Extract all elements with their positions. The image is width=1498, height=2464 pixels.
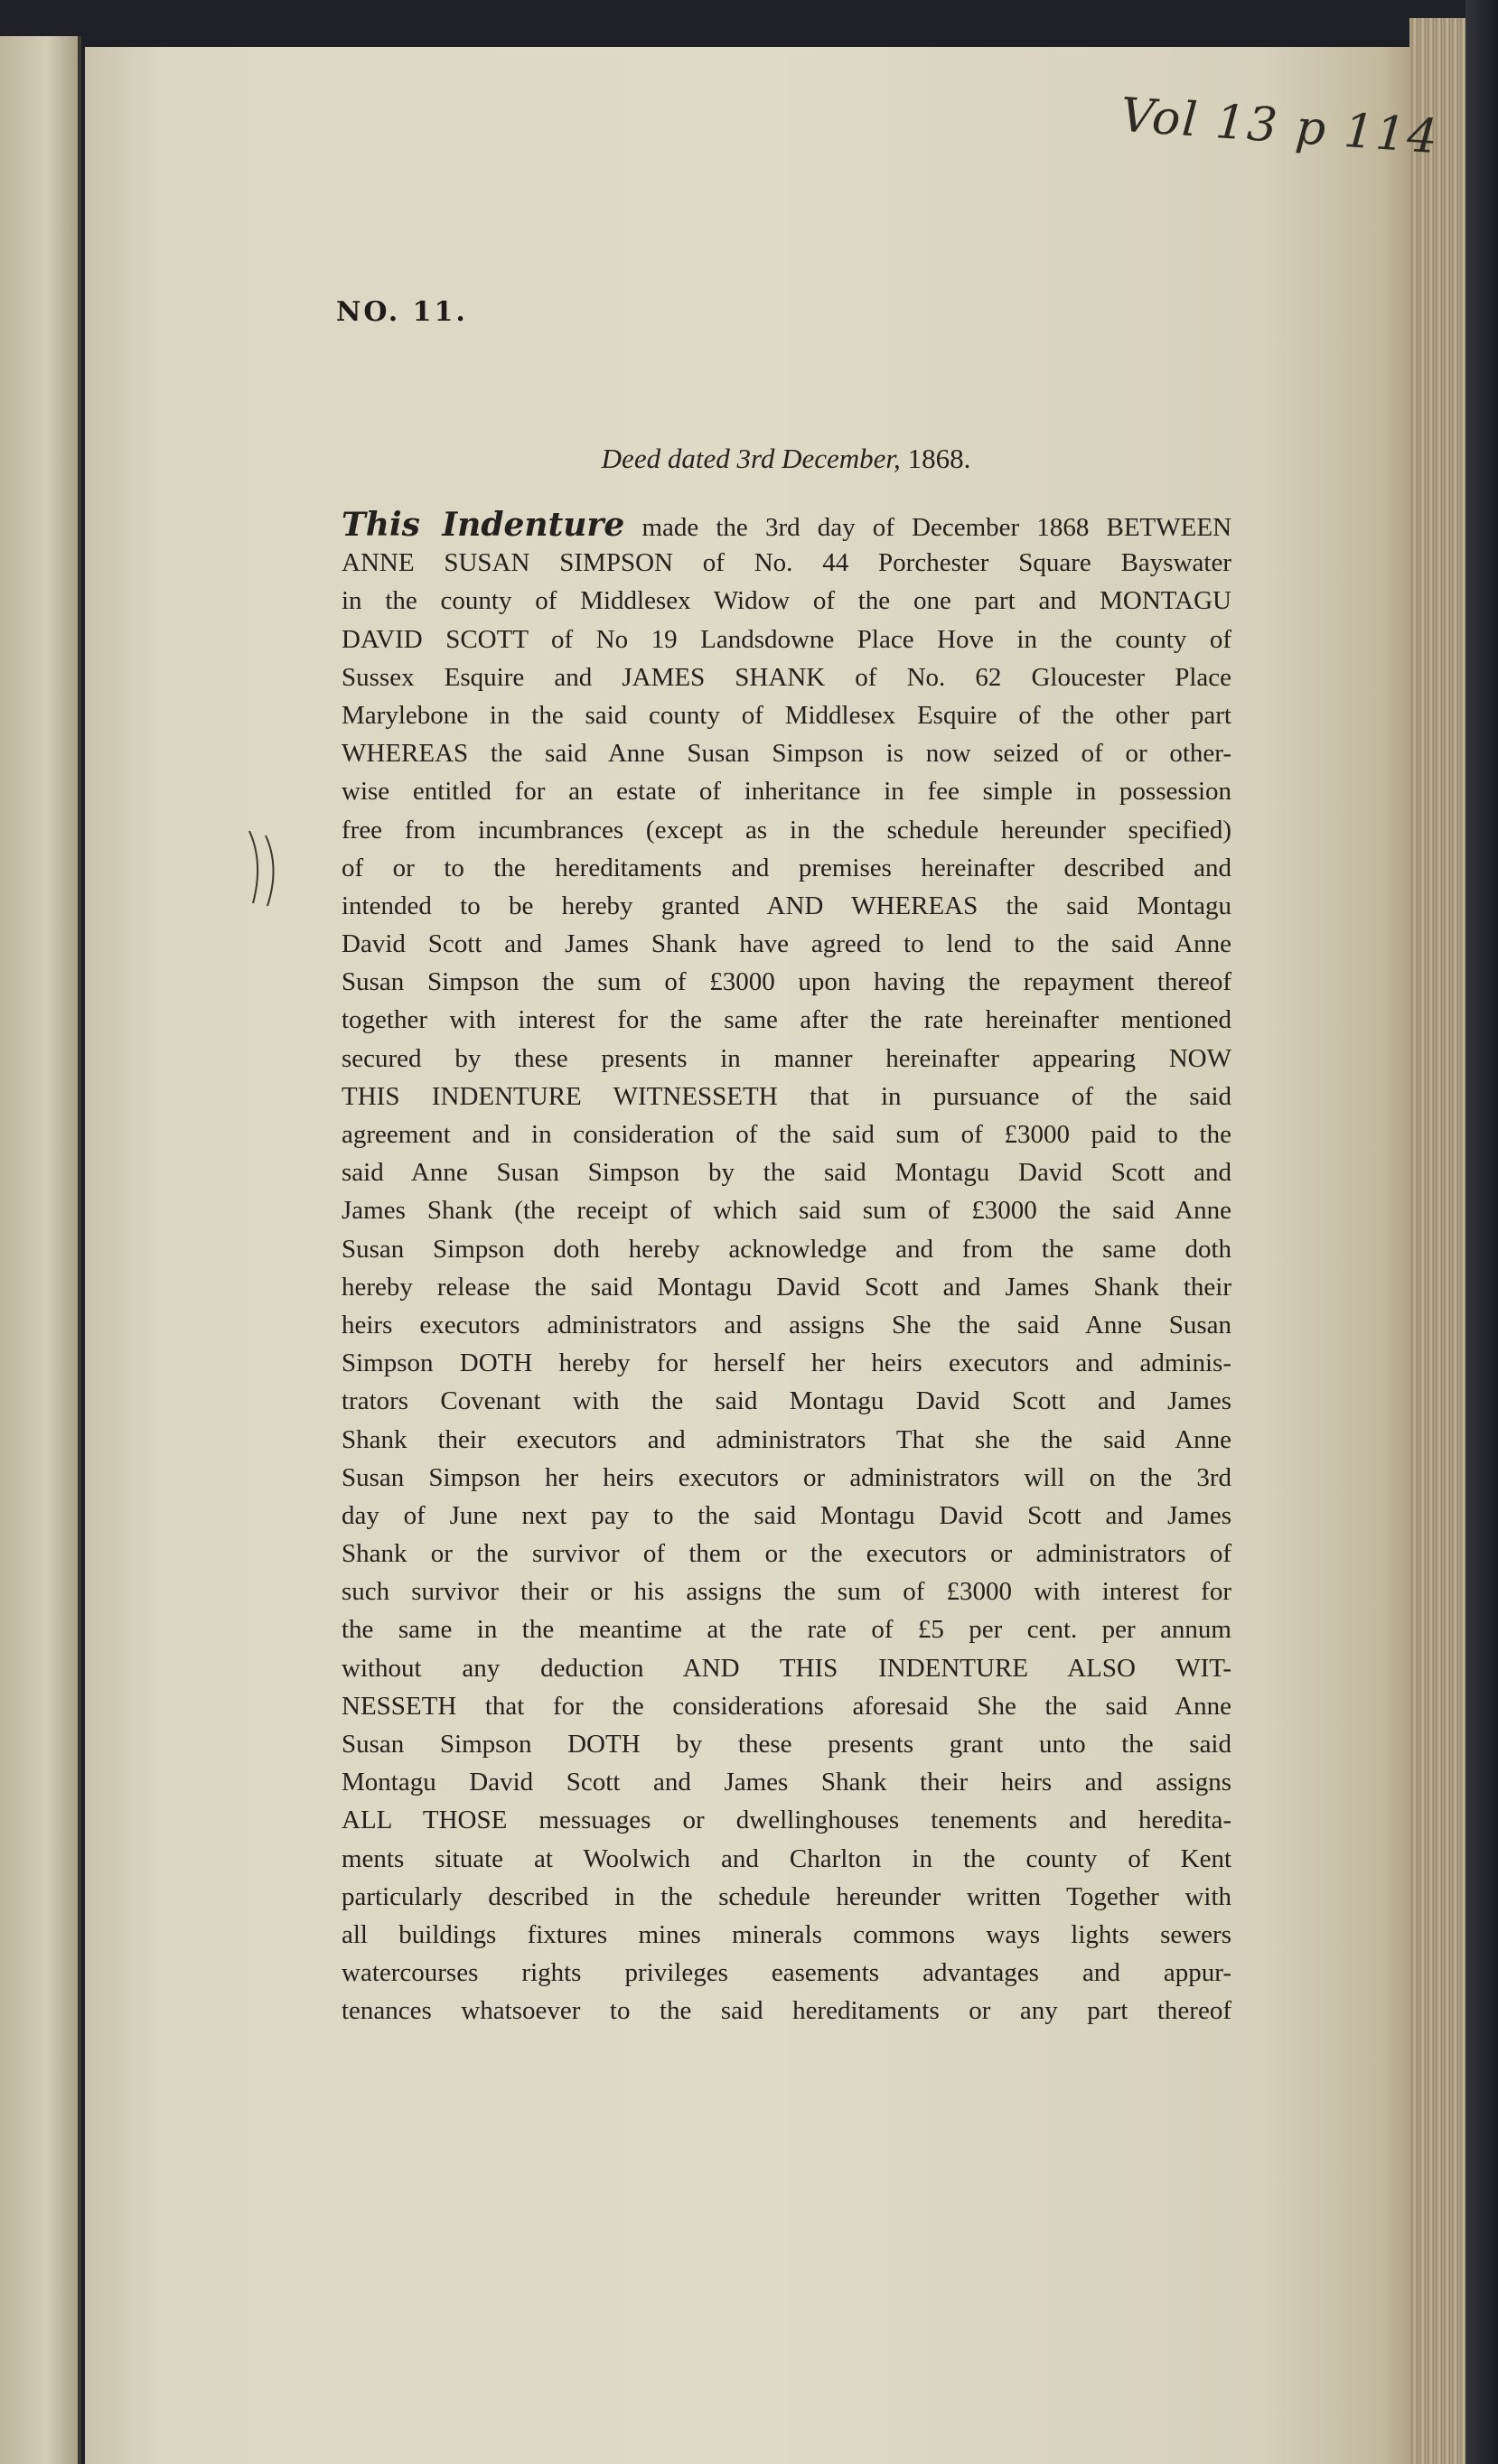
line-text: made the 3rd day of December 1868 BETWEEN	[641, 513, 1232, 542]
line-text: day of June next pay to the said Montagu David Scott and James	[342, 1500, 1231, 1530]
deed-text-line	[342, 1649, 1231, 1687]
deed-text-line	[342, 772, 1231, 810]
margin-pencil-mark	[244, 826, 289, 908]
deed-text-line	[342, 811, 1231, 849]
deed-text-line	[342, 1801, 1231, 1839]
line-text: trators Covenant with the said Montagu David Scott and James	[342, 1386, 1231, 1416]
line-text: ments situate at Woolwich and Charlton in the county of Kent	[342, 1843, 1231, 1873]
line-text: intended to be hereby granted AND WHEREAS the said Montagu	[342, 891, 1231, 920]
page-stack-edges	[1409, 18, 1473, 2464]
deed-text-line	[342, 1268, 1231, 1306]
deed-text-line	[342, 1382, 1231, 1420]
handwritten-volume-reference: Vol 13 p 114	[1119, 88, 1441, 165]
deed-text-line	[342, 1344, 1231, 1382]
line-text: of or to the hereditaments and premises hereinafter described and	[342, 853, 1231, 882]
opening-words: This Indenture	[342, 506, 625, 544]
deed-text-line	[342, 1610, 1231, 1648]
scan-background-top	[0, 0, 1498, 40]
deed-text-line	[342, 582, 1231, 620]
line-text: Simpson DOTH hereby for herself her heirs executors and adminis-	[342, 1349, 1231, 1378]
deed-text-line	[342, 1916, 1231, 1954]
line-text: free from incumbrances (except as in the schedule hereunder specified)	[342, 815, 1231, 845]
line-text: Susan Simpson doth hereby acknowledge and from the same doth	[342, 1234, 1231, 1264]
deed-text-line	[342, 1306, 1231, 1344]
line-text: THIS INDENTURE WITNESSETH that in pursuance of the said	[342, 1081, 1231, 1111]
deed-text-line	[342, 1078, 1231, 1115]
previous-page-edge	[0, 36, 81, 2464]
deed-text-line	[342, 925, 1231, 963]
line-text: WHEREAS the said Anne Susan Simpson is now seized of or other-	[342, 739, 1231, 769]
deed-text-line	[342, 1763, 1231, 1801]
line-text: heirs executors administrators and assigns She the said Anne Susan	[342, 1310, 1231, 1339]
line-text: Susan Simpson DOTH by these presents grant unto the said	[342, 1730, 1231, 1759]
deed-text-line	[342, 1191, 1231, 1229]
line-text: hereby release the said Montagu David Scott and James Shank their	[342, 1272, 1231, 1302]
deed-text-line	[342, 1421, 1231, 1459]
deed-text-line	[342, 621, 1231, 658]
line-text: Susan Simpson her heirs executors or administrators will on the 3rd	[342, 1462, 1231, 1492]
deed-text-line	[342, 1573, 1231, 1610]
line-text: without any deduction AND THIS INDENTURE ALSO WIT-	[342, 1653, 1231, 1683]
line-text: secured by these presents in manner hereinafter appearing NOW	[342, 1043, 1231, 1073]
deed-text-line	[342, 1535, 1231, 1573]
document-number: NO. 11.	[336, 296, 468, 328]
line-text: DAVID SCOTT of No 19 Landsdowne Place Hove in the county of	[342, 624, 1231, 654]
line-text: the same in the meantime at the rate of £5 per cent. per annum	[342, 1615, 1231, 1645]
line-text: Shank their executors and administrators That she the said Anne	[342, 1424, 1231, 1454]
deed-text-line	[342, 1992, 1231, 2030]
line-text: NESSETH that for the considerations aforesaid She the said Anne	[342, 1691, 1231, 1721]
line-text: ALL THOSE messuages or dwellinghouses tenements and heredita-	[342, 1806, 1231, 1835]
deed-date-line	[0, 443, 1498, 475]
book-binding	[1465, 0, 1498, 2464]
deed-text-line	[342, 506, 1231, 544]
deed-text-line	[342, 1001, 1231, 1039]
deed-text-line	[342, 849, 1231, 887]
line-text: Marylebone in the said county of Middlesex Esquire of the other part	[342, 700, 1231, 730]
deed-date-year: 1868.	[907, 443, 971, 474]
line-text: Susan Simpson the sum of £3000 upon having the repayment thereof	[342, 967, 1231, 997]
deed-text-line	[342, 1687, 1231, 1725]
deed-text-line	[342, 544, 1231, 582]
deed-text-line	[342, 1954, 1231, 1992]
line-text: together with interest for the same after the rate hereinafter mentioned	[342, 1005, 1231, 1035]
line-text: all buildings fixtures mines minerals commons ways lights sewers	[342, 1919, 1231, 1949]
line-text: Sussex Esquire and JAMES SHANK of No. 62 Gloucester Place	[342, 662, 1231, 692]
deed-text-line	[342, 887, 1231, 925]
line-text: Montagu David Scott and James Shank their heirs and assigns	[342, 1768, 1231, 1797]
line-text: David Scott and James Shank have agreed to lend to the said Anne	[342, 929, 1231, 959]
deed-date-text: Deed dated 3rd December,	[601, 443, 901, 474]
line-text: particularly described in the schedule hereunder written Together with	[342, 1881, 1231, 1911]
line-text: such survivor their or his assigns the sum of £3000 with interest for	[342, 1577, 1231, 1607]
line-text: ANNE SUSAN SIMPSON of No. 44 Porchester Square Bayswater	[342, 548, 1231, 578]
line-text: said Anne Susan Simpson by the said Montagu David Scott and	[342, 1158, 1231, 1188]
deed-text-line	[342, 1878, 1231, 1916]
line-text: in the county of Middlesex Widow of the one part and MONTAGU	[342, 586, 1231, 616]
deed-text-line	[342, 963, 1231, 1001]
line-text: wise entitled for an estate of inheritance in fee simple in possession	[342, 777, 1231, 807]
deed-text-line	[342, 1459, 1231, 1497]
deed-body-text	[342, 506, 1231, 2030]
deed-text-line	[342, 1040, 1231, 1078]
deed-text-line	[342, 734, 1231, 772]
deed-text-line	[342, 1153, 1231, 1191]
deed-text-line	[342, 1725, 1231, 1763]
line-text: agreement and in consideration of the said sum of £3000 paid to the	[342, 1120, 1231, 1149]
deed-text-line	[342, 1497, 1231, 1535]
deed-text-line	[342, 1115, 1231, 1153]
line-text: watercourses rights privileges easements advantages and appur-	[342, 1958, 1231, 1988]
line-text: James Shank (the receipt of which said sum of £3000 the said Anne	[342, 1196, 1231, 1226]
line-text: tenances whatsoever to the said hereditaments or any part thereof	[342, 1996, 1231, 2026]
deed-text-line	[342, 1230, 1231, 1268]
deed-text-line	[342, 658, 1231, 696]
line-text: Shank or the survivor of them or the executors or administrators of	[342, 1539, 1231, 1569]
deed-text-line	[342, 1840, 1231, 1878]
deed-text-line	[342, 696, 1231, 734]
